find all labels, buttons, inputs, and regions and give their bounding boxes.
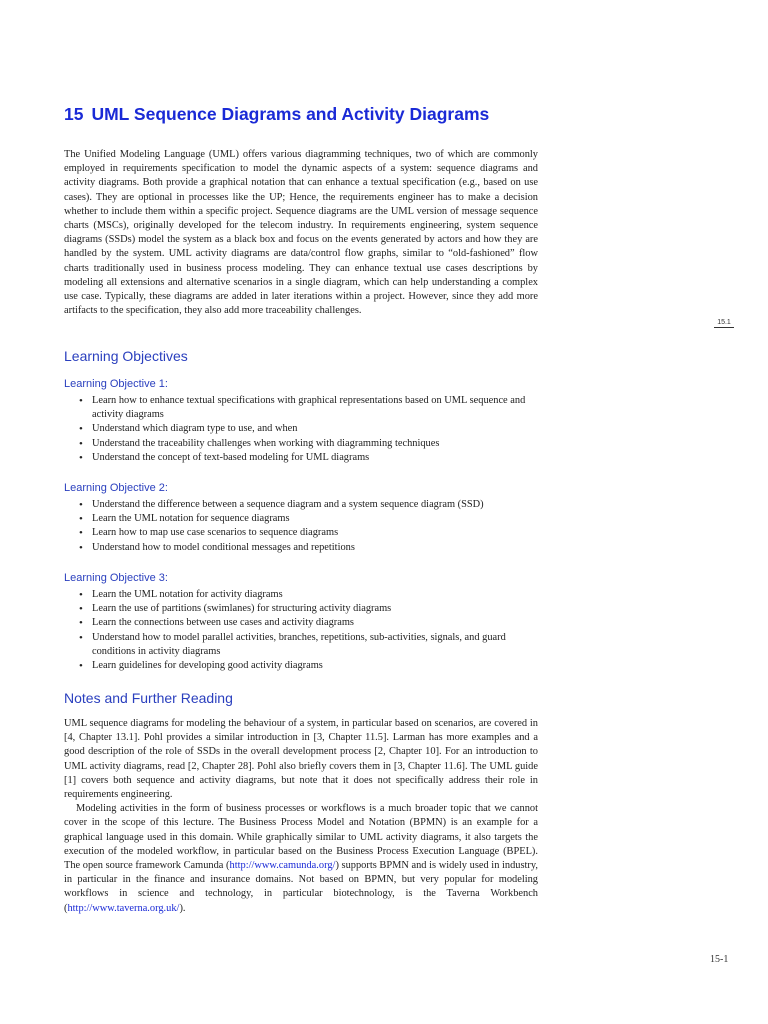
chapter-title — [64, 104, 584, 125]
list-item: • Understand the concept of text-based modeling for UML diagrams — [92, 451, 538, 465]
list-item: • Learn the UML notation for sequence diagrams — [92, 512, 538, 526]
list-item: • Understand the difference between a sequence diagram and a system sequence diagram (SSD) — [92, 498, 538, 512]
list-item: • Understand how to model parallel activities, branches, repetitions, sub-activities, signals, and guard conditions in activity diagrams — [92, 631, 538, 659]
list-item: • Learn how to enhance textual specifications with graphical representations based on UML sequence and activity diagrams — [92, 394, 538, 422]
learning-objective-3-title: Learning Objective 3: — [64, 572, 168, 584]
learning-objectives-heading: Learning Objectives — [64, 348, 188, 364]
list-item: • Learn the use of partitions (swimlanes) for structuring activity diagrams — [92, 602, 538, 616]
learning-objective-1-title: Learning Objective 1: — [64, 378, 168, 390]
notes-paragraph-2-text-a: Modeling activities in the form of business processes or workflows is a much broader topic that we cannot cover in the scope of this lecture. The Business Process Model and Notation (BPMN) is an example for a graphical language used in this domain. While graphically similar to UML activity diagrams, it also targets the execution of the modeled workflow, in particular based on the Business Process Execution Language (BPEL). The open source framework Camunda ( — [64, 803, 538, 872]
notes-paragraph-2-text-b: ) supports BPMN and is widely used in industry, in particular in the finance and insurance domains. Not based on BPMN, but very popular for modeling workflows in science and technology, in particular biotechnology, is the Taverna Workbench ( — [64, 860, 539, 914]
chapter-title-text: UML Sequence Diagrams and Activity Diagrams — [91, 104, 490, 124]
list-item: • Understand which diagram type to use, and when — [92, 422, 538, 436]
taverna-link[interactable]: http://www.taverna.org.uk/ — [67, 902, 180, 914]
list-item: • Learn the connections between use cases and activity diagrams — [92, 616, 538, 630]
learning-objective-1-list — [64, 394, 538, 465]
page-number: 15-1 — [710, 954, 729, 965]
list-item: • Learn guidelines for developing good activity diagrams — [92, 659, 538, 673]
notes-heading: Notes and Further Reading — [64, 690, 233, 706]
notes-paragraph-2 — [64, 802, 538, 916]
learning-objective-3-list — [64, 588, 538, 673]
notes-paragraph-1: UML sequence diagrams for modeling the behaviour of a system, in particular based on scenarios, are covered in [4, Chapter 13.1]. Pohl provides a similar introduction in [3, Chapter 11.5]. Larman has more examples and a good description of the role of SSDs in the overall development process [2, Chapter 10]. For an introduction to UML activity diagrams, read [2, Chapter 28]. Pohl also briefly covers them in [3, Chapter 11.6]. The UML guide [1] covers both sequence and activity diagrams, but note that it does not specifically address their role in requirements engineering. — [64, 718, 538, 801]
learning-objective-2-list — [64, 498, 538, 555]
list-item: • Learn how to map use case scenarios to sequence diagrams — [92, 526, 538, 540]
list-item: • Learn the UML notation for activity diagrams — [92, 588, 538, 602]
intro-paragraph: The Unified Modeling Language (UML) offers various diagramming techniques, two of which are commonly employed in requirements specification to model the dynamic aspects of a system: sequence diagrams and activity diagrams. Both provide a graphical notation that can enhance a textual specification (e.g., based on use cases). They are optional in processes like the UP; Hence, the requirements engineer has to make a decision whether to include them within a specific project. Sequence diagrams are the UML version of message sequence charts (MSCs), originally developed for the telecom industry. In requirements engineering, system sequence diagrams (SSDs) model the system as a black box and focus on the events generated by actors and how they are handled by the system. UML activity diagrams are data/control flow graphs, similar to “old-fashioned” flow charts traditionally used in business process modeling. They can enhance textual use cases descriptions by modeling all extensions and alternative scenarios in a single diagram, which can help understanding a complex use case. Typically, these diagrams are added in later iterations within a project. However, since they add more artifacts to the specification, they also add more traceability challenges. — [64, 149, 538, 317]
notes-section — [64, 717, 538, 916]
list-item: • Understand the traceability challenges when working with diagramming techniques — [92, 437, 538, 451]
camunda-link[interactable]: http://www.camunda.org/ — [229, 860, 336, 872]
chapter-number: 15 — [64, 104, 84, 124]
notes-paragraph-2-text-c: ). — [179, 902, 186, 914]
margin-reference: 15.1 — [714, 319, 734, 328]
list-item: • Understand how to model conditional messages and repetitions — [92, 541, 538, 555]
learning-objective-2-title: Learning Objective 2: — [64, 482, 168, 494]
